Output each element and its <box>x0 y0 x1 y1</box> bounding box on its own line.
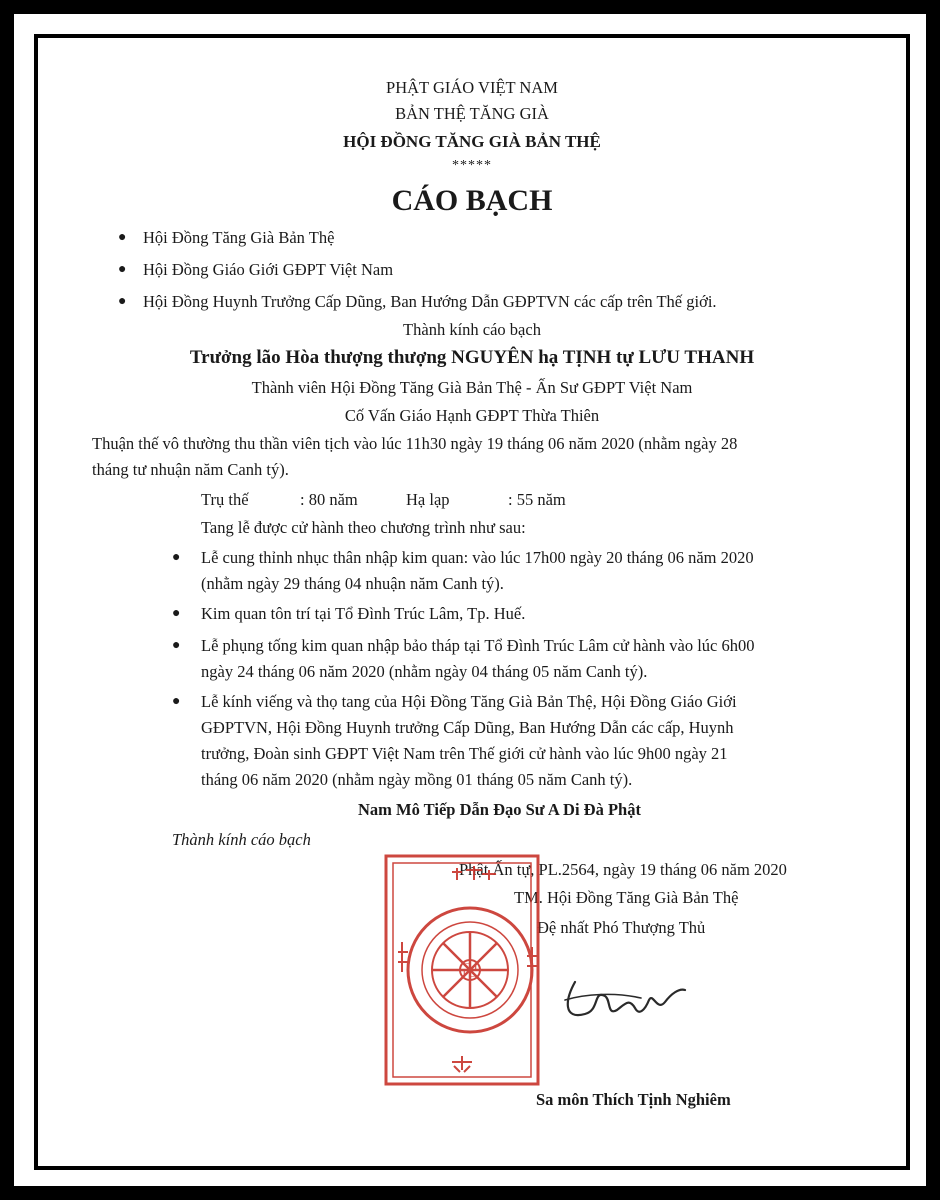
program-item-2-line-1: Kim quan tôn trí tại Tổ Đình Trúc Lâm, Tp. Huế. <box>201 604 526 623</box>
bullet-icon: ● <box>118 294 127 309</box>
header-stars: ***** <box>452 158 492 173</box>
program-item-3-line-2: ngày 24 tháng 06 năm 2020 (nhằm ngày 04 tháng 05 năm Canh tý). <box>201 662 648 681</box>
program-item-1-line-2: (nhằm ngày 29 tháng 04 nhuận năm Canh tý). <box>201 574 504 593</box>
signature-name: Sa môn Thích Tịnh Nghiêm <box>536 1090 731 1109</box>
bullet-icon: ● <box>172 606 181 621</box>
program-item-4-line-2: GĐPTVN, Hội Đồng Huynh trưởng Cấp Dũng, Ban Hướng Dẫn các cấp, Huynh <box>201 718 734 737</box>
recipient-2: Hội Đồng Giáo Giới GĐPT Việt Nam <box>143 260 394 279</box>
bullet-icon: ● <box>172 550 181 565</box>
header-line-2: BẢN THỆ TĂNG GIÀ <box>395 104 549 123</box>
signature-position: Đệ nhất Phó Thượng Thủ <box>537 918 706 937</box>
signature-date: Phật Ấn tự, PL.2564, ngày 19 tháng 06 năm 2020 <box>459 860 787 879</box>
intro-text: Thành kính cáo bạch <box>403 320 541 339</box>
passing-line-2: tháng tư nhuận năm Canh tý). <box>92 460 289 479</box>
bullet-icon: ● <box>172 638 181 653</box>
tru-the-value: : 80 năm <box>300 490 358 509</box>
recipient-1: Hội Đồng Tăng Già Bản Thệ <box>143 228 335 247</box>
bullet-icon: ● <box>118 262 127 277</box>
recipient-3: Hội Đồng Huynh Trưởng Cấp Dũng, Ban Hướng Dẫn GĐPTVN các cấp trên Thế giới. <box>143 292 717 311</box>
closing-prayer: Nam Mô Tiếp Dẫn Đạo Sư A Di Đà Phật <box>358 800 641 819</box>
program-item-4-line-1: Lễ kính viếng và thọ tang của Hội Đồng Tăng Già Bản Thệ, Hội Đồng Giáo Giới <box>201 692 737 711</box>
header-line-3: HỘI ĐỒNG TĂNG GIÀ BẢN THỆ <box>343 132 601 151</box>
handwritten-signature <box>545 970 695 1030</box>
document-title: CÁO BẠCH <box>391 184 553 217</box>
program-intro: Tang lễ được cử hành theo chương trình như sau: <box>201 518 526 537</box>
header-line-1: PHẬT GIÁO VIỆT NAM <box>386 78 558 97</box>
passing-line-1: Thuận thế vô thường thu thần viên tịch vào lúc 11h30 ngày 19 tháng 06 năm 2020 (nhằm ngày 28 <box>92 434 738 453</box>
program-item-4-line-4: tháng 06 năm 2020 (nhằm ngày mồng 01 tháng 05 năm Canh tý). <box>201 770 633 789</box>
deceased-role-2: Cố Vấn Giáo Hạnh GĐPT Thừa Thiên <box>344 406 600 425</box>
ha-lap-value: : 55 năm <box>508 490 566 509</box>
bullet-icon: ● <box>172 694 181 709</box>
ha-lap-label: Hạ lạp <box>406 490 450 509</box>
signature-on-behalf: TM. Hội Đồng Tăng Già Bản Thệ <box>514 888 739 907</box>
tru-the-label: Trụ thế <box>201 490 249 509</box>
deceased-name: Trưởng lão Hòa thượng thượng NGUYÊN hạ TỊNH tự LƯU THANH <box>189 347 755 368</box>
program-item-3-line-1: Lễ phụng tống kim quan nhập bảo tháp tại Tổ Đình Trúc Lâm cử hành vào lúc 6h00 <box>201 636 755 655</box>
bullet-icon: ● <box>118 230 127 245</box>
program-item-4-line-3: trưởng, Đoàn sinh GĐPT Việt Nam trên Thế giới cử hành vào lúc 9h00 ngày 21 <box>201 744 728 763</box>
closing-italic: Thành kính cáo bạch <box>172 830 311 849</box>
swastika-icon: 卍 <box>461 961 479 980</box>
seal-stamp <box>382 852 542 1088</box>
deceased-role-1: Thành viên Hội Đồng Tăng Già Bản Thệ - Ấn Sư GĐPT Việt Nam <box>251 378 693 397</box>
program-item-1-line-1: Lễ cung thỉnh nhục thân nhập kim quan: vào lúc 17h00 ngày 20 tháng 06 năm 2020 <box>201 548 754 567</box>
